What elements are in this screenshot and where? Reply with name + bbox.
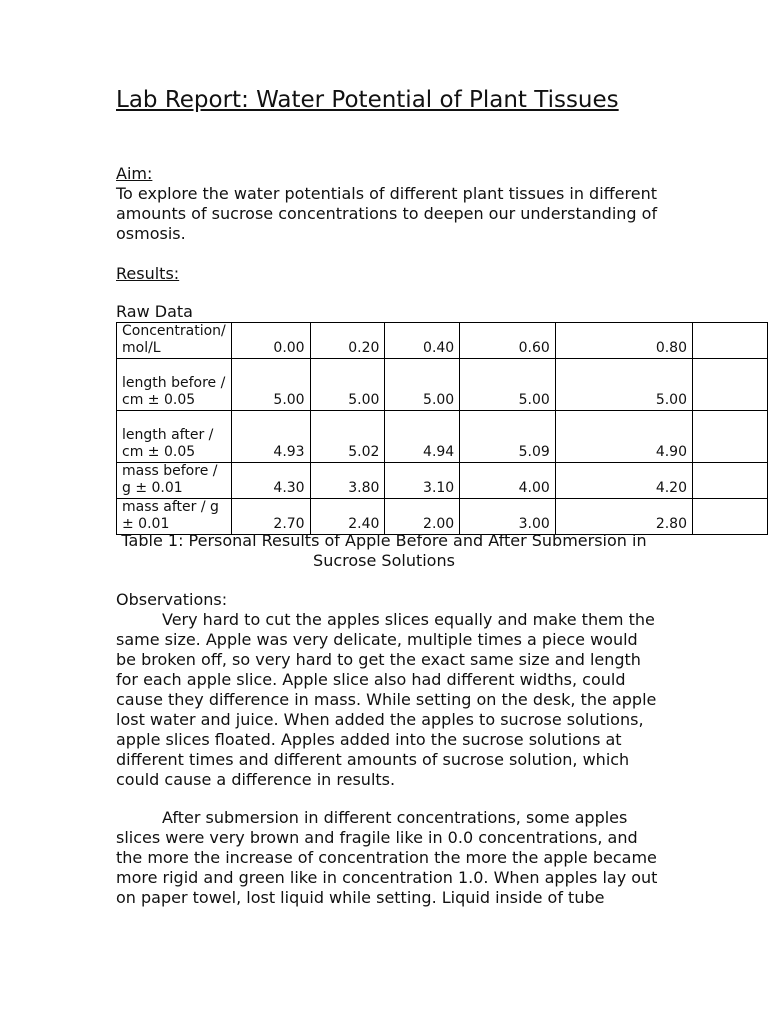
row-label: length before / cm ± 0.05 [117, 359, 232, 411]
table-cell: 4.30 [231, 463, 310, 499]
table-cell: 5.02 [310, 411, 385, 463]
table-cell: 0.20 [310, 323, 385, 359]
table-cell-empty [693, 411, 768, 463]
table-cell: 0.60 [460, 323, 556, 359]
table-cell-empty [693, 323, 768, 359]
table-cell: 0.00 [231, 323, 310, 359]
table-cell: 5.00 [555, 359, 692, 411]
row-label: length after / cm ± 0.05 [117, 411, 232, 463]
table-cell-empty [693, 359, 768, 411]
table-cell: 4.93 [231, 411, 310, 463]
table-cell: 2.80 [555, 499, 692, 535]
observations-paragraph-2: After submersion in different concentrations, some apples slices were very brown and fragile like in 0.0 concentrations, and the more the increase of concentration the more the apple became more rigid and green like in concentration 1.0. When apples lay out on paper towel, lost liquid while setting. Liquid inside of tube [116, 808, 658, 907]
table-cell: 2.70 [231, 499, 310, 535]
table-row [117, 463, 768, 499]
table-cell: 3.00 [460, 499, 556, 535]
table-cell: 4.20 [555, 463, 692, 499]
table-cell-empty [693, 499, 768, 535]
row-label: mass before / g ± 0.01 [117, 463, 232, 499]
table-cell: 5.09 [460, 411, 556, 463]
observations-heading: Observations: [116, 590, 228, 609]
table-cell: 5.00 [385, 359, 460, 411]
table-cell: 4.00 [460, 463, 556, 499]
row-label: mass after / g ± 0.01 [117, 499, 232, 535]
table-row [117, 499, 768, 535]
table-cell: 3.80 [310, 463, 385, 499]
observations-paragraph-1: Very hard to cut the apples slices equally and make them the same size. Apple was very delicate, multiple times a piece would be broken off, so very hard to get the exact same size and length for each apple slice. Apple slice also had different widths, could cause they difference in mass. While setting on the desk, the apple lost water and juice. When added the apples to sucrose solutions, apple slices floated. Apples added into the sucrose solutions at different times and different amounts of sucrose solution, which could cause a difference in results. [116, 610, 657, 789]
table-cell: 4.94 [385, 411, 460, 463]
aim-text: To explore the water potentials of different plant tissues in different amounts of sucrose concentrations to deepen our understanding of osmosis. [116, 184, 658, 243]
report-title: Lab Report: Water Potential of Plant Tissues [116, 87, 619, 113]
table-cell: 5.00 [231, 359, 310, 411]
table-cell: 2.00 [385, 499, 460, 535]
table-row [117, 323, 768, 359]
table-cell: 4.90 [555, 411, 692, 463]
raw-data-table [116, 322, 768, 535]
raw-data-heading: Raw Data [116, 302, 193, 321]
aim-heading: Aim: [116, 164, 153, 183]
table-cell: 3.10 [385, 463, 460, 499]
table-cell-empty [693, 463, 768, 499]
row-label: Concentration/ mol/L [117, 323, 232, 359]
table-cell: 0.80 [555, 323, 692, 359]
table-row [117, 411, 768, 463]
results-heading: Results: [116, 264, 180, 283]
table-cell: 5.00 [460, 359, 556, 411]
table-cell: 2.40 [310, 499, 385, 535]
table-row [117, 359, 768, 411]
table-cell: 5.00 [310, 359, 385, 411]
table-cell: 0.40 [385, 323, 460, 359]
table-caption: Table 1: Personal Results of Apple Before and After Submersion in Sucrose Solutions [121, 531, 647, 570]
